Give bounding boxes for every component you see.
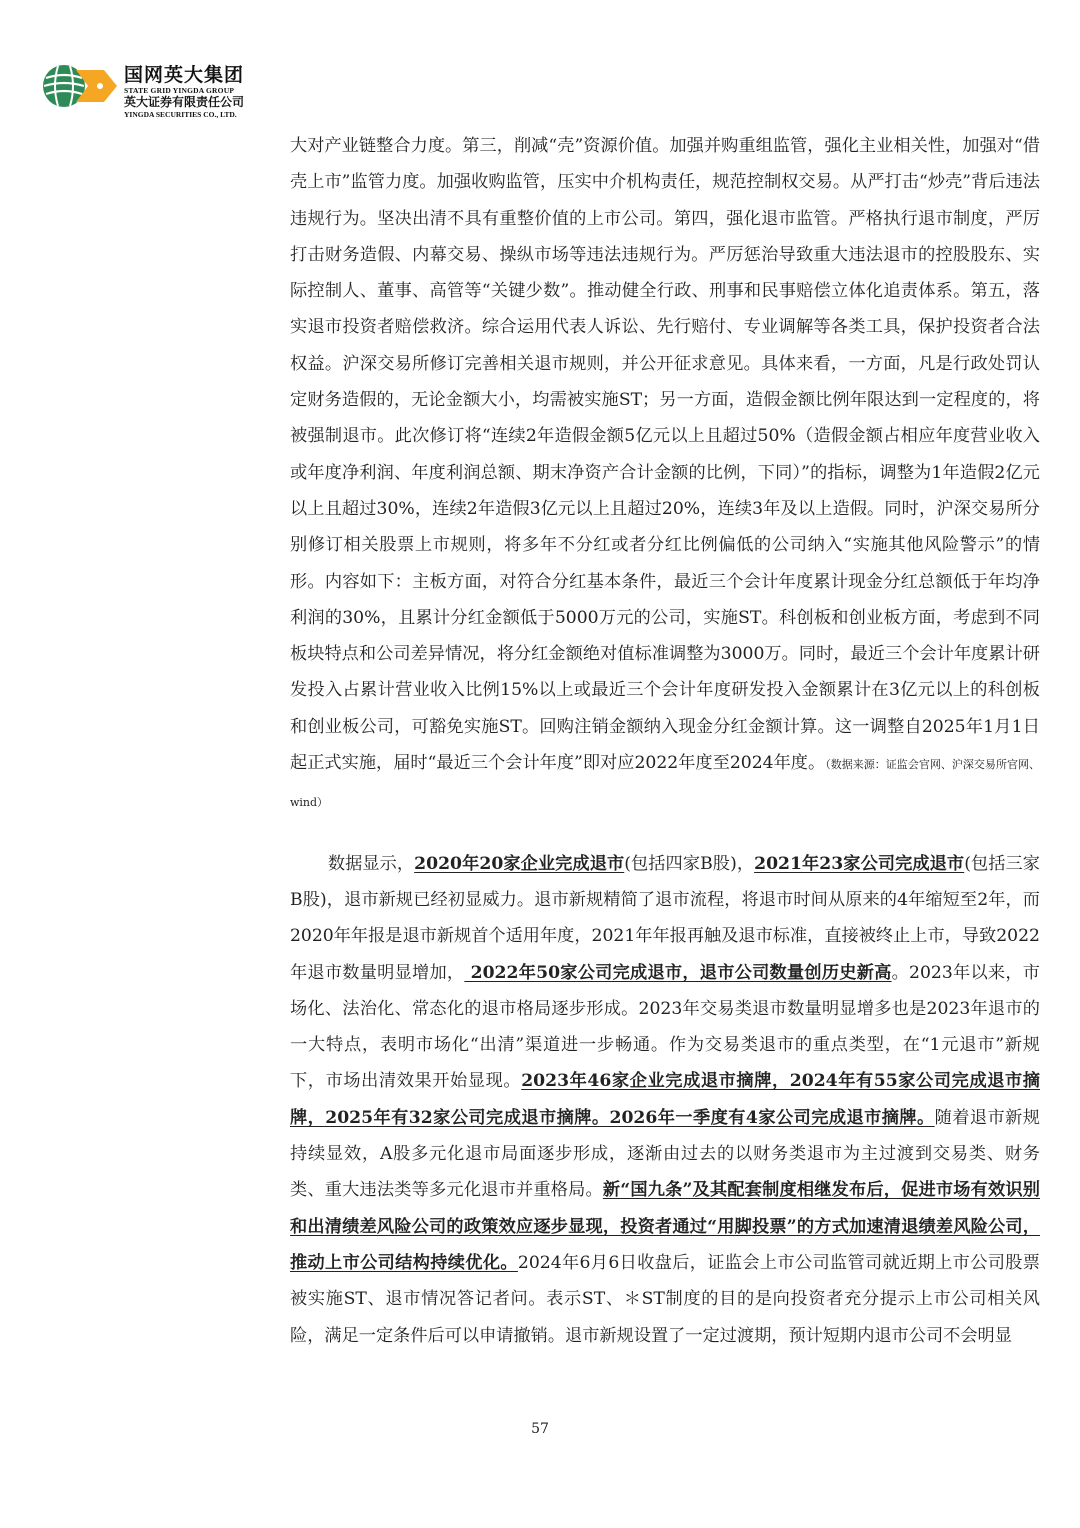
text-run: (包括四家B股)， bbox=[624, 853, 755, 874]
document-body bbox=[290, 128, 1040, 1354]
paragraph-text: 大对产业链整合力度。第三，削减“壳”资源价值。加强并购重组监管，强化主业相关性，加强对“借壳上市”监管力度。加强收购监管，压实中介机构责任，规范控制权交易。从严打击“炒壳”背后违法违规行为。坚决出清不具有重整价值的上市公司。第四，强化退市监管。严格执行退市制度，严厉打击财务造假、内幕交易、操纵市场等违法违规行为。严厉惩治导致重大违法退市的控股股东、实际控制人、董事、高管等“关键少数”。推动健全行政、刑事和民事赔偿立体化追责体系。第五，落实退市投资者赔偿救济。综合运用代表人诉讼、先行赔付、专业调解等各类工具，保护投资者合法权益。沪深交易所修订完善相关退市规则，并公开征求意见。具体来看，一方面，凡是行政处罚认定财务造假的，无论金额大小，均需被实施ST；另一方面，造假金额比例年限达到一定程度的，将被强制退市。此次修订将“连续2年造假金额5亿元以上且超过50%（造假金额占相应年度营业收入或年度净利润、年度利润总额、期末净资产合计金额的比例，下同）”的指标，调整为1年造假2亿元以上且超过30%，连续2年造假3亿元以上且超过20%，连续3年及以上造假。同时，沪深交易所分别修订相关股票上市规则，将多年不分红或者分红比例偏低的公司纳入“实施其他风险警示”的情形。内容如下：主板方面，对符合分红基本条件，最近三个会计年度累计现金分红总额低于年均净利润的30%，且累计分红金额低于5000万元的公司，实施ST。科创板和创业板方面，考虑到不同板块特点和公司差异情况，将分红金额绝对值标准调整为3000万。同时，最近三个会计年度累计研发投入占累计营业收入比例15%以上或最近三个会计年度研发投入金额累计在3亿元以上的科创板和创业板公司，可豁免实施ST。回购注销金额纳入现金分红金额计算。这一调整自2025年1月1日起正式实施，届时“最近三个会计年度”即对应2022年度至2024年度。 bbox=[290, 136, 1040, 774]
paragraph-delisting-statistics bbox=[290, 846, 1040, 1354]
text-run: 。2023年以来，市场化、法治化、常态化的退市格局逐步形成。2023年交易类退市数量明显增多也是2023年退市的一大特点，表明市场化“出清”渠道进一步畅通。作为交易类退市的重点类型，在“1元退市”新规下，市场出清效果开始显现。 bbox=[290, 962, 1040, 1092]
highlight-2023-2026-delistings: 2023年46家企业完成退市摘牌，2024年有55家公司完成退市摘牌，2025年有32家公司完成退市摘牌。2026年一季度有4家公司完成退市摘牌。 bbox=[290, 1071, 1040, 1128]
highlight-2022-record: 2022年50家公司完成退市，退市公司数量创历史新高 bbox=[464, 962, 892, 983]
text-run: (包括三家B股)，退市新规已经初显威力。退市新规精简了退市流程，将退市时间从原来的4年缩短至2年，而2020年年报是退市新规首个适用年度，2021年年报再触及退市标准，直接被终止上市，导致2022年退市数量明显增加， bbox=[290, 853, 1040, 983]
subsidiary-name-cn: 英大证券有限责任公司 bbox=[124, 95, 245, 109]
page-header bbox=[42, 60, 342, 130]
paragraph-delisting-regulation bbox=[290, 128, 1040, 822]
state-grid-logo-icon bbox=[42, 64, 118, 108]
subsidiary-name-en: YINGDA SECURITIES CO., LTD. bbox=[124, 110, 237, 119]
text-run: 随着退市新规持续显效，A股多元化退市局面逐步形成，逐渐由过去的以财务类退市为主过渡到交易类、财务类、重大违法类等多元化退市并重格局。 bbox=[290, 1107, 1040, 1201]
highlight-2021-delistings: 2021年23家公司完成退市 bbox=[754, 853, 965, 874]
text-run: 数据显示， bbox=[327, 853, 415, 874]
logo-text bbox=[124, 64, 244, 119]
highlight-2020-delistings: 2020年20家企业完成退市 bbox=[414, 853, 625, 874]
text-run: 2024年6月6日收盘后，证监会上市公司监管司就近期上市公司股票被实施ST、退市情况答记者问。表示ST、＊ST制度的目的是向投资者充分提示上市公司相关风险，满足一定条件后可以申请撤销。退市新规设置了一定过渡期，预计短期内退市公司不会明显 bbox=[290, 1252, 1040, 1346]
company-name-en: STATE GRID YINGDA GROUP bbox=[124, 86, 235, 95]
highlight-policy-effect: 新“国九条”及其配套制度相继发布后，促进市场有效识别和出清绩差风险公司的政策效应逐步显现，投资者通过“用脚投票”的方式加速清退绩差风险公司，推动上市公司结构持续优化。 bbox=[290, 1180, 1040, 1273]
company-name-cn: 国网英大集团 bbox=[124, 64, 245, 86]
page-number: 57 bbox=[531, 1421, 549, 1437]
source-note: （数据来源：证监会官网、沪深交易所官网、wind） bbox=[290, 758, 1040, 810]
